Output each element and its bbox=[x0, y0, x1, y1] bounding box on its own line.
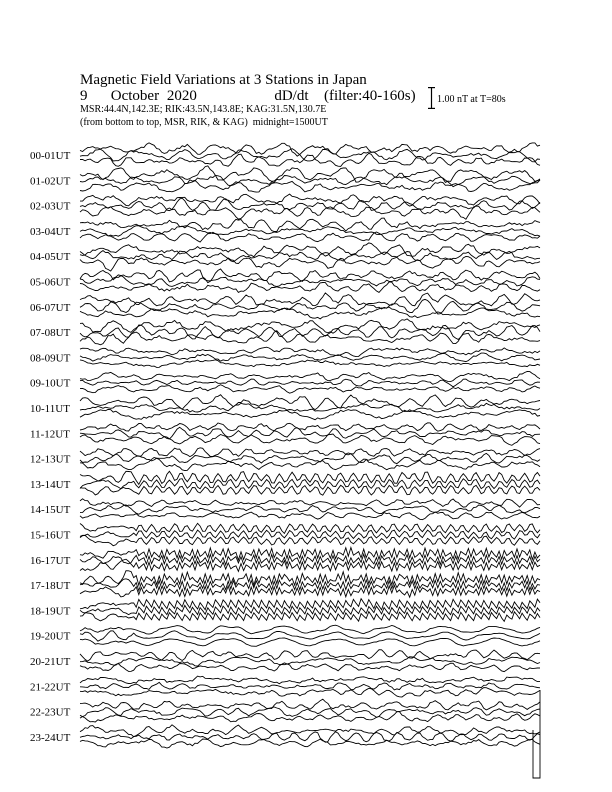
trace-kag bbox=[80, 499, 540, 507]
hour-label: 23-24UT bbox=[30, 731, 71, 744]
trace-kag bbox=[80, 699, 540, 710]
trace-msr bbox=[80, 712, 540, 722]
trace-rik bbox=[80, 682, 540, 690]
trace-msr bbox=[80, 739, 540, 748]
midnight-note: midnight=1500UT bbox=[252, 117, 328, 128]
trace-msr bbox=[80, 385, 540, 394]
hour-label: 02-03UT bbox=[30, 200, 71, 213]
trace-kag bbox=[80, 548, 540, 561]
hour-label: 14-15UT bbox=[30, 504, 71, 517]
trace-kag bbox=[80, 194, 540, 206]
hour-label: 00-01UT bbox=[30, 150, 71, 162]
hour-label: 20-21UT bbox=[30, 656, 71, 668]
trace-msr bbox=[80, 535, 540, 545]
hour-label: 10-11UT bbox=[30, 403, 70, 415]
trace-msr bbox=[80, 282, 540, 293]
trace-rik bbox=[80, 530, 540, 539]
hour-label: 11-12UT bbox=[30, 428, 70, 441]
trace-msr bbox=[80, 512, 540, 520]
hour-label: 04-05UT bbox=[30, 251, 71, 264]
hour-label: 16-17UT bbox=[30, 554, 71, 567]
trace-msr bbox=[80, 179, 540, 192]
day: 9 bbox=[80, 88, 88, 104]
trace-kag bbox=[80, 269, 540, 283]
trace-rik bbox=[80, 427, 540, 439]
trace-kag bbox=[80, 395, 540, 410]
filter: (filter:40-160s) bbox=[323, 88, 416, 104]
trace-rik bbox=[80, 226, 540, 237]
hour-label: 07-08UT bbox=[30, 327, 71, 340]
trace-rik bbox=[80, 605, 540, 614]
trace-msr bbox=[80, 434, 540, 445]
trace-kag bbox=[80, 625, 540, 634]
trace-msr bbox=[80, 307, 540, 319]
trace-msr bbox=[80, 663, 540, 672]
trace-rik bbox=[80, 657, 540, 666]
trace-kag bbox=[80, 218, 540, 231]
trace-kag bbox=[80, 676, 540, 684]
trace-msr bbox=[80, 559, 540, 571]
hour-label: 03-04UT bbox=[30, 225, 71, 238]
trace-kag bbox=[80, 571, 540, 586]
trace-rik bbox=[80, 379, 540, 387]
month: October bbox=[110, 88, 160, 104]
hour-label: 12-13UT bbox=[30, 453, 71, 466]
hour-label: 17-18UT bbox=[30, 580, 71, 593]
hour-label: 19-20UT bbox=[30, 630, 71, 643]
scale-label: 1.00 nT at T=80s bbox=[437, 94, 506, 105]
quantity: dD/dt bbox=[274, 88, 309, 104]
chart-title: Magnetic Field Variations at 3 Stations in Japan bbox=[80, 72, 367, 88]
hour-label: 15-16UT bbox=[30, 529, 71, 542]
hour-label: 18-19UT bbox=[30, 605, 71, 618]
hour-label: 06-07UT bbox=[30, 301, 71, 314]
hour-label: 08-09UT bbox=[30, 352, 71, 365]
trace-msr bbox=[80, 612, 540, 622]
trace-rik bbox=[80, 299, 540, 314]
trace-msr bbox=[80, 409, 540, 419]
hour-label: 05-06UT bbox=[30, 276, 71, 289]
trace-kag bbox=[80, 293, 540, 306]
station-order-note: (from bottom to top, MSR, RIK, & KAG) bbox=[80, 117, 248, 128]
trace-msr bbox=[80, 232, 540, 242]
trace-kag bbox=[80, 650, 540, 661]
trace-msr bbox=[80, 153, 540, 166]
trace-msr bbox=[80, 585, 540, 597]
hour-label: 09-10UT bbox=[30, 377, 71, 390]
trace-kag bbox=[80, 166, 540, 183]
trace-kag bbox=[80, 523, 540, 533]
trace-rik bbox=[80, 505, 540, 514]
trace-kag bbox=[80, 448, 540, 457]
trace-kag bbox=[80, 471, 540, 484]
trace-rik bbox=[80, 579, 540, 591]
trace-rik bbox=[80, 275, 540, 287]
year: 2020 bbox=[166, 88, 197, 104]
hour-label: 13-14UT bbox=[30, 478, 71, 491]
hour-label: 01-02UT bbox=[30, 175, 71, 188]
trace-kag bbox=[80, 372, 540, 382]
trace-msr bbox=[80, 360, 540, 368]
trace-kag bbox=[80, 347, 540, 356]
trace-kag bbox=[80, 599, 540, 610]
trace-kag bbox=[80, 423, 540, 431]
hour-label: 21-22UT bbox=[30, 681, 71, 694]
trace-rik bbox=[80, 732, 540, 743]
trace-rik bbox=[80, 251, 540, 262]
station-coordinates: MSR:44.4N,142.3E; RIK:43.5N,143.8E; KAG:31.5N,130.7E bbox=[80, 104, 327, 115]
hour-label: 22-23UT bbox=[30, 706, 71, 719]
